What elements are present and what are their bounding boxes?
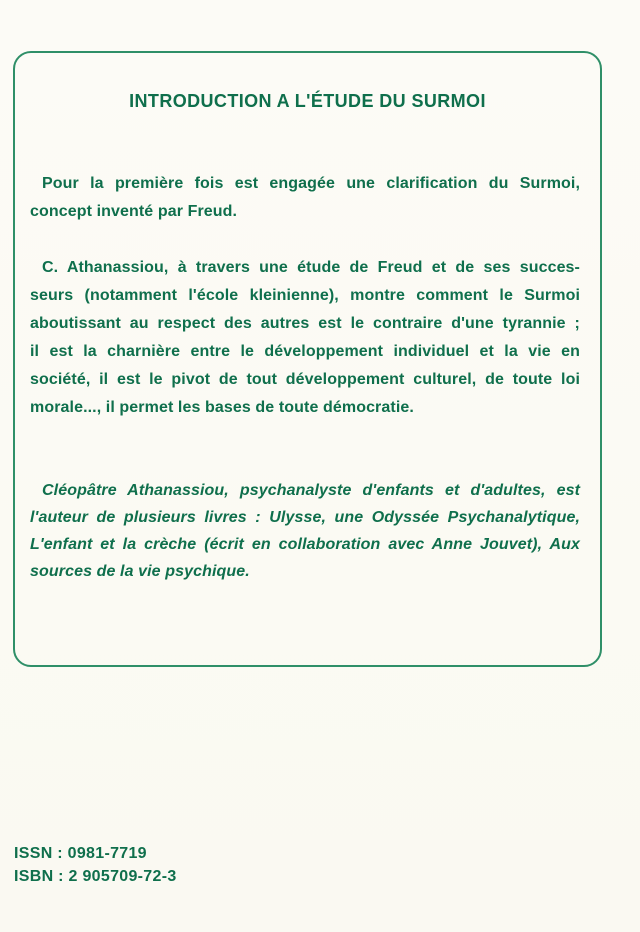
text-line: L'enfant et la crèche (écrit en collaboration avec Anne Jouvet), Aux <box>30 536 580 553</box>
identifiers-block <box>14 842 177 888</box>
text-line: seurs (notamment l'école kleinienne), montre comment le Surmoi <box>30 287 580 304</box>
text-line: sources de la vie psychique. <box>30 563 250 580</box>
summary-paragraph <box>30 254 580 422</box>
text-line: l'auteur de plusieurs livres : Ulysse, une Odyssée Psychanalytique, <box>30 509 580 526</box>
text-line: morale..., il permet les bases de toute démocratie. <box>30 399 414 416</box>
text-line: Cléopâtre Athanassiou, psychanalyste d'enfants et d'adultes, est <box>42 482 580 499</box>
text-line: C. Athanassiou, à travers une étude de Freud et de ses succes- <box>42 259 580 276</box>
author-note-paragraph <box>30 477 580 585</box>
text-line: il est la charnière entre le développement individuel et la vie en <box>30 343 580 360</box>
text-line: Pour la première fois est engagée une clarification du Surmoi, <box>42 175 580 192</box>
isbn-text: ISBN : 2 905709-72-3 <box>14 868 177 885</box>
text-line: société, il est le pivot de tout développement culturel, de toute loi <box>30 371 580 388</box>
book-title: INTRODUCTION A L'ÉTUDE DU SURMOI <box>129 91 486 111</box>
intro-paragraph <box>30 170 580 226</box>
text-line: concept inventé par Freud. <box>30 203 238 220</box>
text-line: aboutissant au respect des autres est le contraire d'une tyrannie ; <box>30 315 580 332</box>
issn-text: ISSN : 0981-7719 <box>14 845 147 862</box>
green-border-frame <box>13 51 602 667</box>
